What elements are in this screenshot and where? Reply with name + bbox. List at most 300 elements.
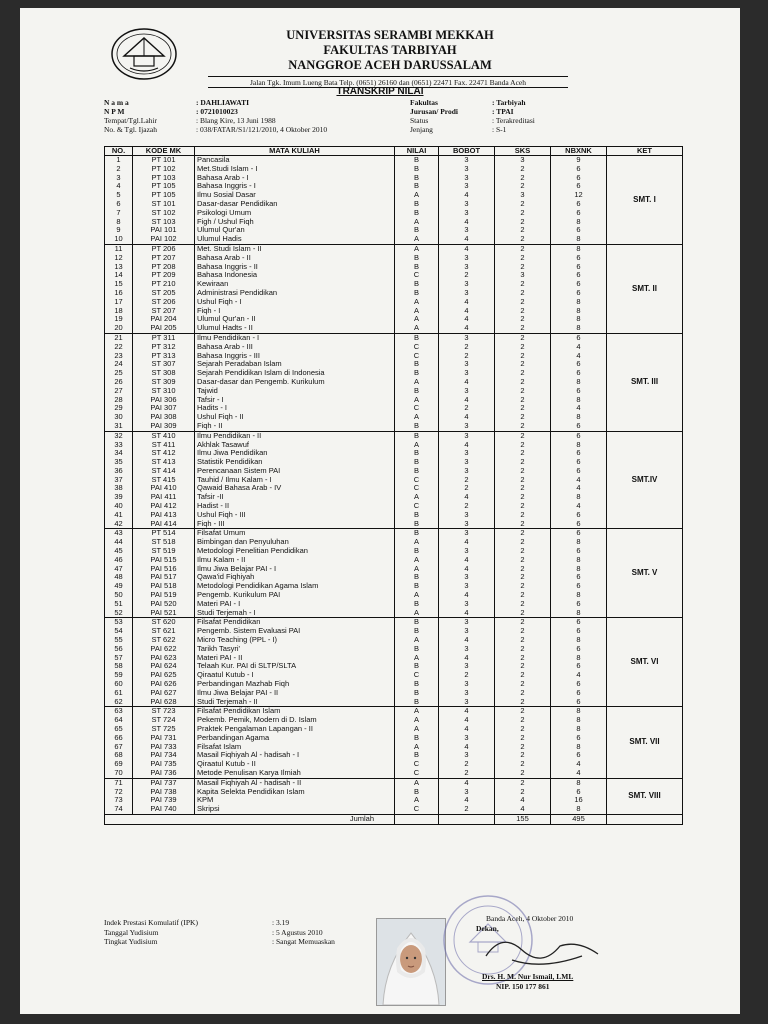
table-row [105,627,683,636]
sign-name: Drs. H. M. Nur Ismail, LML [482,972,574,981]
course-code: ST 723 [133,707,195,716]
info-row [104,98,416,107]
info-value: : Terakreditasi [492,116,535,125]
course-name: Ilmu Jiwa Belajar PAI - II [195,689,395,698]
credits: 2 [495,174,551,183]
course-code: PAI 520 [133,600,195,609]
table-row [105,449,683,458]
grade: B [395,520,439,529]
row-no: 20 [105,324,133,333]
grade: B [395,627,439,636]
course-code: ST 415 [133,476,195,485]
weight: 4 [439,413,495,422]
region-name: NANGGROE ACEH DARUSSALAM [288,58,492,72]
col-header-sks: SKS [495,147,551,156]
grade: B [395,369,439,378]
course-name: Bahasa Inggris - III [195,352,395,361]
table-row [105,662,683,671]
grade-points: 6 [551,689,607,698]
row-no: 23 [105,352,133,361]
course-name: Tafsir - I [195,396,395,405]
course-code: PT 103 [133,174,195,183]
credits: 2 [495,725,551,734]
address-line: Jalan Tgk. Imum Lueng Bata Telp. (0651) 26160 dan (0651) 22471 Fax. 22471 Banda Aceh [208,76,568,88]
course-code: PAI 306 [133,396,195,405]
course-code: PAI 101 [133,226,195,235]
credits: 2 [495,307,551,316]
table-row [105,378,683,387]
course-name: Sejarah Pendidikan Islam di Indonesia [195,369,395,378]
grade: B [395,422,439,431]
grade: B [395,467,439,476]
weight: 3 [439,263,495,272]
course-code: PAI 518 [133,582,195,591]
table-row [105,235,683,244]
grade-points: 8 [551,654,607,663]
row-no: 3 [105,174,133,183]
weight: 3 [439,458,495,467]
total-label: Jumlah [105,814,395,824]
course-code: PAI 626 [133,680,195,689]
grade-points: 6 [551,751,607,760]
grade: B [395,547,439,556]
grade: C [395,760,439,769]
row-no: 61 [105,689,133,698]
credits: 2 [495,769,551,778]
row-no: 8 [105,218,133,227]
grade-points: 6 [551,209,607,218]
row-no: 12 [105,254,133,263]
table-row [105,778,683,787]
weight: 4 [439,609,495,618]
row-no: 5 [105,191,133,200]
row-no: 19 [105,315,133,324]
grade-points: 8 [551,378,607,387]
credits: 2 [495,760,551,769]
grade: C [395,502,439,511]
credits: 2 [495,263,551,272]
course-name: Perbandingan Agama [195,734,395,743]
course-code: PAI 515 [133,556,195,565]
info-value: : DAHLIAWATI [196,98,249,107]
grade-points: 6 [551,698,607,707]
grade-points: 6 [551,271,607,280]
student-info-left [104,98,416,134]
table-row [105,636,683,645]
weight: 4 [439,556,495,565]
row-no: 57 [105,654,133,663]
grade: A [395,725,439,734]
grade: A [395,778,439,787]
row-no: 44 [105,538,133,547]
credits: 2 [495,449,551,458]
row-no: 32 [105,431,133,440]
grade: C [395,476,439,485]
credits: 2 [495,520,551,529]
credits: 2 [495,324,551,333]
row-no: 48 [105,573,133,582]
col-header-no: NO. [105,147,133,156]
course-code: ST 724 [133,716,195,725]
weight: 3 [439,209,495,218]
row-no: 7 [105,209,133,218]
grade: A [395,218,439,227]
course-name: Statistik Pendidikan [195,458,395,467]
course-name: Bahasa Arab - III [195,343,395,352]
credits: 2 [495,165,551,174]
weight: 3 [439,547,495,556]
info-label: Jenjang [410,125,433,134]
weight: 4 [439,796,495,805]
grade-points: 6 [551,182,607,191]
weight: 4 [439,707,495,716]
table-header-row [105,147,683,156]
credits: 2 [495,778,551,787]
semester-label: SMT. VI [607,618,683,707]
course-name: Studi Terjemah - I [195,609,395,618]
credits: 3 [495,191,551,200]
table-row [105,280,683,289]
credits: 2 [495,315,551,324]
row-no: 42 [105,520,133,529]
weight: 4 [439,307,495,316]
grade-points: 4 [551,404,607,413]
grade-points: 8 [551,805,607,814]
grade: B [395,156,439,165]
course-name: Tauhid / Ilmu Kalam - I [195,476,395,485]
table-row [105,244,683,253]
credits: 2 [495,431,551,440]
grade-points: 8 [551,493,607,502]
summary-label: Tingkat Yudisium [104,937,158,946]
table-row [105,645,683,654]
weight: 3 [439,182,495,191]
col-header-course: MATA KULIAH [195,147,395,156]
total-sks: 155 [495,814,551,824]
weight: 3 [439,662,495,671]
course-code: ST 101 [133,200,195,209]
grade-points: 6 [551,627,607,636]
grade: A [395,378,439,387]
row-no: 16 [105,289,133,298]
row-no: 63 [105,707,133,716]
course-name: Kapita Selekta Pendidikan Islam [195,788,395,797]
course-code: PAI 625 [133,671,195,680]
course-code: ST 412 [133,449,195,458]
grade-points: 6 [551,333,607,342]
credits: 2 [495,538,551,547]
table-row [105,511,683,520]
course-name: Qiraatul Kutub - II [195,760,395,769]
credits: 2 [495,636,551,645]
row-no: 49 [105,582,133,591]
course-name: Ilmu Jiwa Pendidikan [195,449,395,458]
document-title: TRANSKRIP NILAI [336,86,424,97]
course-name: Dasar-dasar dan Pengemb. Kurikulum [195,378,395,387]
course-code: PT 514 [133,529,195,538]
table-row [105,200,683,209]
grade-points: 6 [551,520,607,529]
grade-points: 8 [551,315,607,324]
weight: 3 [439,788,495,797]
course-name: Bimbingan dan Penyuluhan [195,538,395,547]
row-no: 37 [105,476,133,485]
course-code: PT 105 [133,191,195,200]
weight: 3 [439,600,495,609]
course-code: ST 410 [133,431,195,440]
course-code: PAI 739 [133,796,195,805]
row-no: 10 [105,235,133,244]
row-no: 4 [105,182,133,191]
table-row [105,743,683,752]
faculty-name: FAKULTAS TARBIYAH [323,43,457,57]
credits: 4 [495,796,551,805]
course-name: Ushul Fiqh - II [195,413,395,422]
row-no: 41 [105,511,133,520]
course-name: Bahasa Arab - I [195,174,395,183]
grade: B [395,680,439,689]
grade: B [395,582,439,591]
course-name: Ilmu Jiwa Belajar PAI - I [195,565,395,574]
weight: 4 [439,591,495,600]
table-row [105,226,683,235]
info-label: N P M [104,107,125,116]
row-no: 45 [105,547,133,556]
credits: 2 [495,226,551,235]
grade: A [395,707,439,716]
table-row [105,760,683,769]
table-row [105,751,683,760]
row-no: 47 [105,565,133,574]
table-row [105,796,683,805]
weight: 2 [439,352,495,361]
course-name: Masail Fiqhiyah Al - hadisah - I [195,751,395,760]
grade-points: 12 [551,191,607,200]
table-row [105,209,683,218]
row-no: 21 [105,333,133,342]
grade: A [395,743,439,752]
info-row [104,116,416,125]
grade: B [395,618,439,627]
course-code: PAI 519 [133,591,195,600]
col-header-grade: NILAI [395,147,439,156]
grades-body [105,156,683,825]
grade: C [395,671,439,680]
course-name: Qiraatul Kutub - I [195,671,395,680]
weight: 4 [439,716,495,725]
weight: 3 [439,520,495,529]
row-no: 2 [105,165,133,174]
credits: 2 [495,565,551,574]
total-empty [395,814,439,824]
credits: 2 [495,280,551,289]
table-row [105,591,683,600]
course-code: PAI 628 [133,698,195,707]
course-code: PAI 308 [133,413,195,422]
weight: 4 [439,565,495,574]
row-no: 15 [105,280,133,289]
info-label: No. & Tgl. Ijazah [104,125,157,134]
grade: A [395,441,439,450]
row-no: 64 [105,716,133,725]
grade-points: 6 [551,529,607,538]
semester-label: SMT. II [607,244,683,333]
grade: B [395,431,439,440]
row-no: 11 [105,244,133,253]
weight: 3 [439,165,495,174]
course-name: Dasar-dasar Pendidikan [195,200,395,209]
grade-points: 6 [551,662,607,671]
course-code: ST 622 [133,636,195,645]
col-header-nbxnk: NBXNK [551,147,607,156]
weight: 2 [439,343,495,352]
course-name: Filsafat Umum [195,529,395,538]
grade: B [395,289,439,298]
table-row [105,573,683,582]
row-no: 70 [105,769,133,778]
course-code: ST 519 [133,547,195,556]
course-name: Praktek Pengalaman Lapangan - II [195,725,395,734]
grade-points: 6 [551,449,607,458]
table-row [105,805,683,814]
grade-points: 4 [551,769,607,778]
row-no: 51 [105,600,133,609]
table-row [105,360,683,369]
grade-points: 6 [551,547,607,556]
course-name: Ulumul Hadts - II [195,324,395,333]
grade-points: 8 [551,298,607,307]
course-name: Ushul Fiqh - III [195,511,395,520]
row-no: 58 [105,662,133,671]
row-no: 6 [105,200,133,209]
info-row [410,107,632,116]
info-value: : 038/FATAR/S1/121/2010, 4 Oktober 2010 [196,125,328,134]
grade: B [395,360,439,369]
grade: A [395,324,439,333]
course-code: ST 309 [133,378,195,387]
weight: 3 [439,387,495,396]
table-row [105,315,683,324]
grade: B [395,333,439,342]
weight: 3 [439,156,495,165]
credits: 3 [495,271,551,280]
semester-label: SMT. VII [607,707,683,778]
weight: 2 [439,671,495,680]
row-no: 14 [105,271,133,280]
grade-points: 6 [551,511,607,520]
course-name: Materi PAI - I [195,600,395,609]
credits: 2 [495,493,551,502]
course-code: PAI 410 [133,484,195,493]
grade: C [395,352,439,361]
grade-points: 4 [551,484,607,493]
row-no: 62 [105,698,133,707]
weight: 4 [439,191,495,200]
credits: 2 [495,689,551,698]
row-no: 36 [105,467,133,476]
course-code: PAI 411 [133,493,195,502]
row-no: 28 [105,396,133,405]
row-no: 52 [105,609,133,618]
credits: 2 [495,645,551,654]
row-no: 65 [105,725,133,734]
row-no: 60 [105,680,133,689]
grade: A [395,315,439,324]
course-name: Perencanaan Sistem PAI [195,467,395,476]
grade-points: 6 [551,458,607,467]
grade: B [395,280,439,289]
credits: 2 [495,734,551,743]
course-code: PAI 412 [133,502,195,511]
semester-label: SMT. VIII [607,778,683,814]
course-code: PAI 309 [133,422,195,431]
signature-scribble-icon [482,926,602,976]
table-row [105,547,683,556]
course-name: Pancasila [195,156,395,165]
grade-points: 6 [551,582,607,591]
row-no: 34 [105,449,133,458]
course-code: PT 206 [133,244,195,253]
table-row [105,769,683,778]
course-name: Masail Fiqhiyah Al - hadisah - II [195,778,395,787]
table-row [105,298,683,307]
table-row [105,538,683,547]
grade-points: 6 [551,289,607,298]
summary-label: Tanggal Yudisium [104,927,159,937]
course-code: PAI 517 [133,573,195,582]
course-name: Sejarah Peradaban Islam [195,360,395,369]
grade-points: 6 [551,422,607,431]
credits: 2 [495,218,551,227]
credits: 2 [495,298,551,307]
credits: 2 [495,707,551,716]
table-row [105,458,683,467]
row-no: 50 [105,591,133,600]
course-code: PAI 102 [133,235,195,244]
row-no: 35 [105,458,133,467]
course-name: Figh / Ushul Fiqh [195,218,395,227]
transcript-sheet [20,8,740,1014]
credits: 2 [495,441,551,450]
student-portrait-icon [377,919,445,1005]
info-row [410,98,632,107]
weight: 3 [439,689,495,698]
credits: 2 [495,476,551,485]
grade: A [395,654,439,663]
course-code: ST 206 [133,298,195,307]
grade-points: 4 [551,352,607,361]
weight: 3 [439,680,495,689]
grade-points: 6 [551,387,607,396]
grade-points: 6 [551,431,607,440]
info-label: Jurusan/ Prodi [410,107,458,116]
total-empty [439,814,495,824]
row-no: 18 [105,307,133,316]
grade: A [395,609,439,618]
grade: B [395,165,439,174]
credits: 2 [495,627,551,636]
weight: 4 [439,778,495,787]
weight: 4 [439,298,495,307]
course-name: Tajwid [195,387,395,396]
course-name: Qawa'id Fiqhiyah [195,573,395,582]
course-name: Materi PAI - II [195,654,395,663]
grade-points: 6 [551,174,607,183]
weight: 4 [439,725,495,734]
weight: 3 [439,573,495,582]
weight: 4 [439,493,495,502]
course-name: Bahasa Inggris - II [195,263,395,272]
